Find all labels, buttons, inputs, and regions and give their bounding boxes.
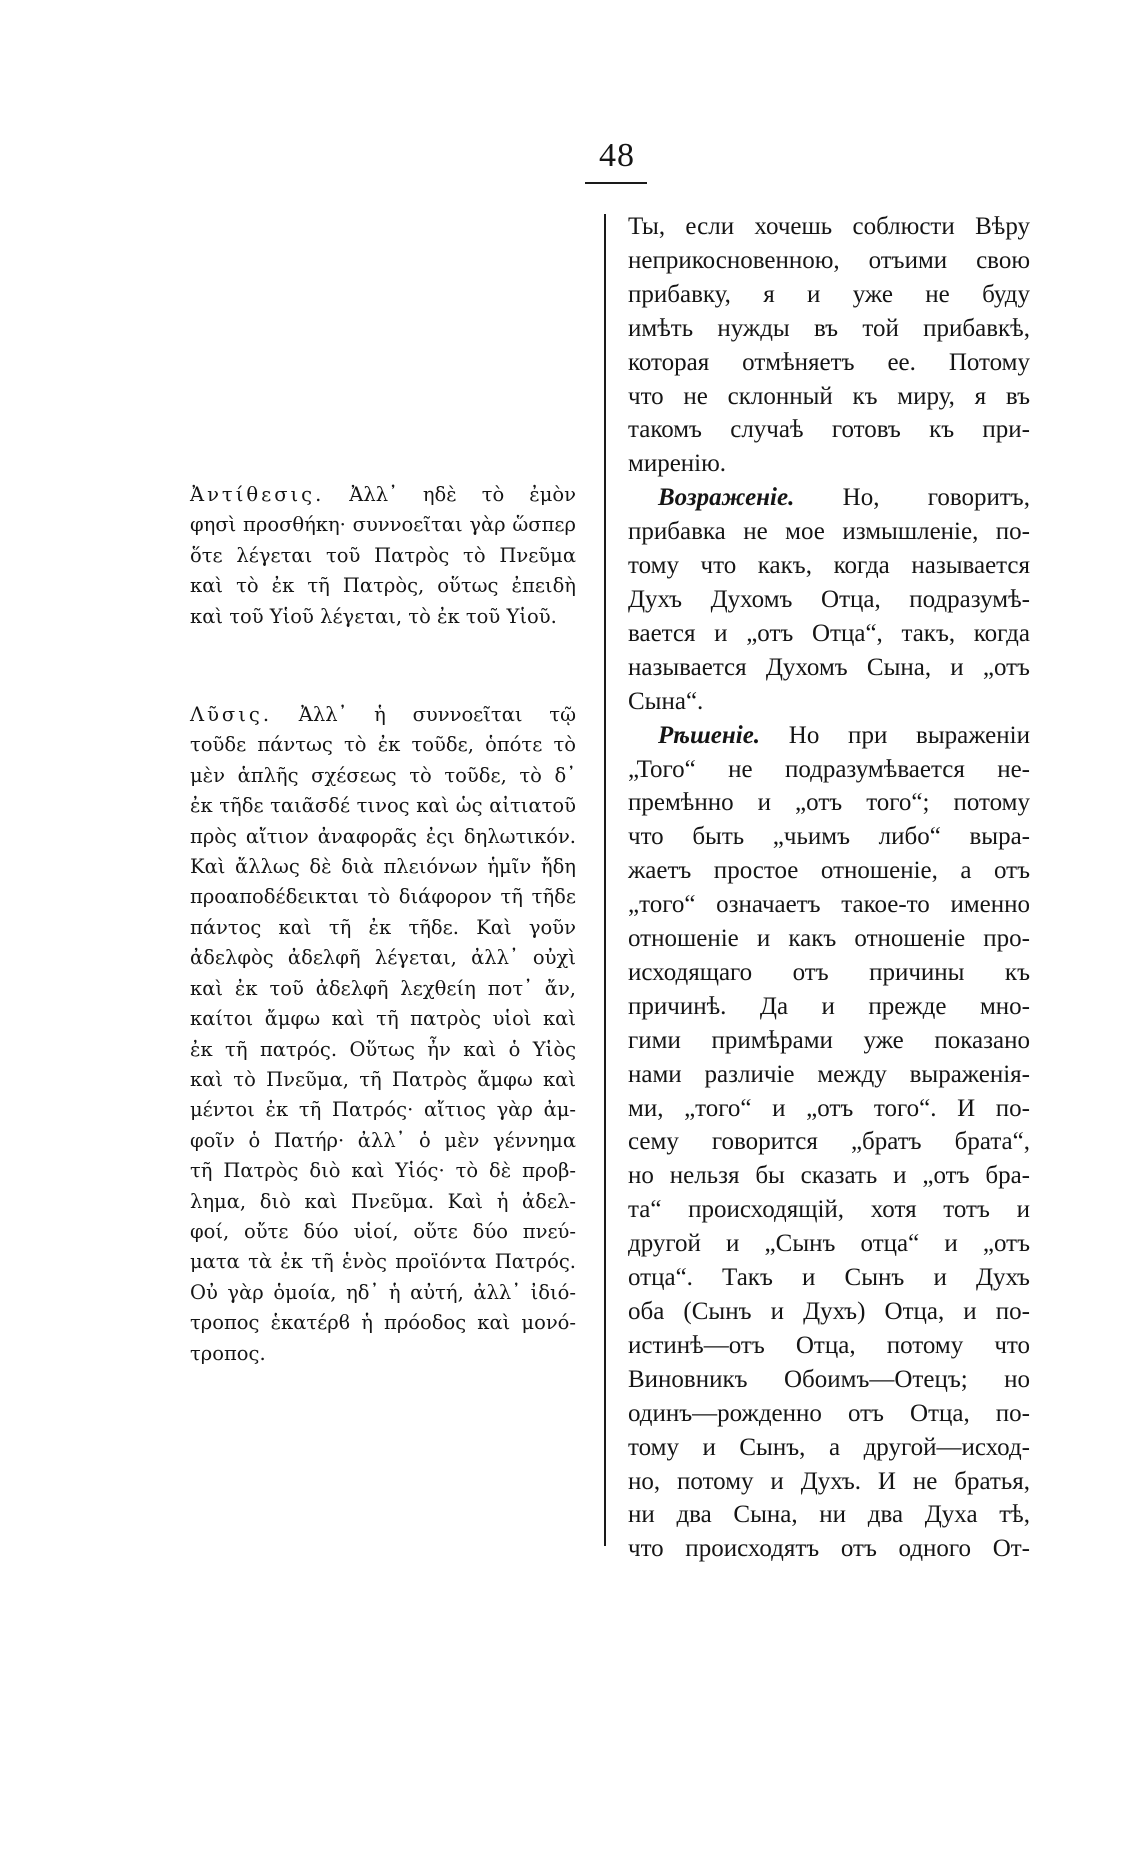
greek-solution-line-4: πρὸς αἴτιον ἀναφορᾶς ἐςι δηλωτικόν.: [190, 824, 576, 848]
russian-objection-line-2: тому что какъ, когда называется: [628, 552, 1030, 580]
russian-objection-line-4: вается и „отъ Отца“, такъ, когда: [628, 619, 1030, 647]
greek-solution-line-3: ἐκ τῆδε ταιᾶσδέ τινος καὶ ὡς αἰτιατοῦ: [190, 794, 576, 818]
russian-solution-line-15: другой и „Сынъ отца“ и „отъ: [628, 1230, 1030, 1258]
russian-objection-line-5: называется Духомъ Сына, и „отъ: [628, 653, 1030, 681]
russian-solution-line-1: „Того“ не подразумѣвается не-: [628, 755, 1030, 783]
greek-objection-line-2: ὅτε λέγεται τοῦ Πατρὸς τὸ Πνεῦμα: [190, 543, 576, 567]
russian-solution-line-3: что быть „чьимъ либо“ выра-: [628, 823, 1030, 851]
greek-objection-line-0: Ἀλλ᾽ ηδὲ τὸ ἐμὸν: [324, 483, 576, 506]
russian-solution-line-20: одинъ—рожденно отъ Отца, по-: [628, 1399, 1030, 1427]
greek-solution-line-17: φοί, οὔτε δύο υἱοί, οὔτε δύο πνεύ-: [190, 1219, 576, 1243]
greek-solution-line-2: μὲν ἁπλῆς σχέσεως τὸ τοῦδε, τὸ δ᾽: [190, 763, 576, 787]
greek-solution-line-8: ἀδελφὸς ἀδελφῆ λέγεται, ἀλλ᾽ οὐχὶ: [190, 946, 576, 970]
russian-solution-line-16: отца“. Такъ и Сынъ и Духъ: [628, 1264, 1030, 1292]
russian-solution-line-10: нами различіе между выраженія-: [628, 1060, 1030, 1088]
greek-solution-line-15: τῆ Πατρὸς διὸ καὶ Υἱός· τὸ δὲ προβ-: [190, 1159, 576, 1183]
greek-solution-line-7: πάντος καὶ τῆ ἐκ τῆδε. Καὶ γοῦν: [190, 915, 576, 939]
russian-intro-line-0: Ты, если хочешь соблюсти Вѣру: [628, 213, 1030, 240]
greek-column: [190, 480, 576, 1369]
russian-objection-line-6: Сына“.: [628, 687, 704, 715]
russian-solution-line: [628, 719, 1030, 753]
greek-objection-line: [190, 480, 576, 510]
greek-solution-line-1: τοῦδε πάντως τὸ ἐκ τοῦδε, ὁπότε τὸ: [190, 733, 576, 757]
greek-solution-line-13: μέντοι ἐκ τῆ Πατρός· αἴτιος γὰρ ἀμ-: [190, 1098, 576, 1122]
russian-solution-line-19: Виновникъ Обоимъ—Отецъ; но: [628, 1365, 1030, 1393]
russian-solution-line-0: Но при выраженіи: [760, 721, 1030, 749]
greek-objection-label: Ἀντίθεσις.: [190, 483, 325, 506]
greek-objection-line-3: καὶ τὸ ἐκ τῆ Πατρὸς, οὕτως ἐπειδὴ: [190, 574, 576, 598]
russian-solution-line-12: сему говорится „братъ брата“,: [628, 1128, 1030, 1156]
russian-solution-line-2: премѣнно и „отъ того“; потому: [628, 789, 1030, 817]
russian-intro-line-5: что не склонный къ миру, я въ: [628, 382, 1030, 410]
greek-solution-line-16: λημα, διὸ καὶ Πνεῦμα. Καὶ ἡ ἀδελ-: [190, 1189, 576, 1213]
greek-solution-line-19: Οὐ γὰρ ὁμοία, ηδ᾽ ἡ αὐτή, ἀλλ᾽ ἰδιό-: [190, 1280, 576, 1304]
russian-solution-line-8: причинѣ. Да и прежде мно-: [628, 992, 1030, 1020]
russian-intro-line-2: прибавку, я и уже не буду: [628, 280, 1030, 308]
greek-solution-label: Λῦσις.: [190, 703, 273, 727]
russian-intro-line-1: неприкосновенною, отъими свою: [628, 246, 1030, 274]
russian-solution-line-17: оба (Сынъ и Духъ) Отца, и по-: [628, 1298, 1030, 1325]
greek-solution-line: [190, 700, 576, 730]
paragraph-gap: [190, 632, 576, 700]
russian-objection-line-1: прибавка не мое измышленіе, по-: [628, 518, 1030, 546]
greek-objection-paragraph: [190, 480, 576, 632]
greek-objection-line-4: καὶ τοῦ Υἱοῦ λέγεται, τὸ ἐκ τοῦ Υἱοῦ.: [190, 604, 557, 628]
russian-solution-line-18: истинѣ—отъ Отца, потому что: [628, 1331, 1030, 1359]
russian-solution-line-22: но, потому и Духъ. И не братья,: [628, 1467, 1030, 1495]
page-number-underline: [585, 182, 647, 184]
russian-solution-line-7: исходящаго отъ причины къ: [628, 958, 1030, 986]
russian-objection-paragraph: [628, 481, 1030, 718]
russian-solution-line-14: та“ происходящій, хотя тотъ и: [628, 1196, 1030, 1224]
russian-objection-line-0: Но, говоритъ,: [794, 484, 1030, 512]
russian-objection-line-3: Духъ Духомъ Отца, подразумѣ-: [628, 585, 1030, 613]
greek-solution-line-12: καὶ τὸ Πνεῦμα, τῆ Πατρὸς ἄμφω καὶ: [190, 1067, 576, 1091]
greek-solution-line-21: τροπος.: [190, 1341, 266, 1365]
russian-solution-line-6: отношеніе и какъ отношеніе про-: [628, 925, 1030, 953]
russian-solution-line-5: „того“ означаетъ такое-то именно: [628, 891, 1030, 919]
greek-solution-line-20: τροπος ἑκατέρϐ ἡ πρόοδος καὶ μονό-: [190, 1311, 576, 1335]
russian-intro-paragraph: [628, 210, 1030, 481]
russian-solution-line-11: ми, „того“ и „отъ того“. И по-: [628, 1094, 1030, 1122]
russian-solution-line-4: жаетъ простое отношеніе, а отъ: [628, 857, 1030, 885]
russian-intro-line-6: такомъ случаѣ готовъ къ при-: [628, 416, 1030, 444]
greek-solution-line-0: Ἀλλ᾽ ἡ συννοεῖται τῷ: [272, 703, 576, 727]
greek-solution-line-5: Καὶ ἄλλως δὲ διὰ πλειόνων ἡμῖν ἤδη: [190, 855, 576, 879]
russian-solution-line-24: что происходятъ отъ одного От-: [628, 1535, 1030, 1563]
greek-solution-line-14: φοῖν ὁ Πατήρ· ἀλλ᾽ ὁ μὲν γέννημα: [190, 1128, 576, 1152]
greek-solution-line-18: ματα τὰ ἐκ τῆ ἑνὸς προϊόντα Πατρός.: [190, 1250, 576, 1274]
greek-solution-line-10: καίτοι ἄμφω καὶ τῆ πατρὸς υἱοὶ καὶ: [190, 1007, 576, 1031]
greek-solution-line-6: προαποδέδεικται τὸ διάφορον τῆ τῆδε: [190, 885, 576, 909]
russian-solution-paragraph: [628, 719, 1030, 1567]
russian-solution-line-23: ни два Сына, ни два Духа тѣ,: [628, 1501, 1030, 1529]
greek-solution-line-11: ἐκ τῆ πατρός. Οὕτως ἦν καὶ ὁ Υἱὸς: [190, 1037, 576, 1061]
page-number: 48: [599, 137, 635, 174]
russian-solution-label: Рѣшеніе.: [658, 721, 761, 749]
column-divider: [604, 214, 606, 1546]
russian-objection-line: [628, 481, 1030, 515]
russian-intro-line-4: которая отмѣняетъ ее. Потому: [628, 348, 1030, 376]
russian-intro-line-3: имѣть нужды въ той прибавкѣ,: [628, 314, 1030, 342]
russian-intro-line-7: миренію.: [628, 450, 727, 478]
greek-objection-line-1: φησὶ προσθήκη· συννοεῖται γὰρ ὥσπερ: [190, 513, 576, 537]
greek-solution-paragraph: [190, 700, 576, 1369]
greek-solution-line-9: καὶ ἐκ τοῦ ἀδελφῆ λεχθείη ποτ᾽ ἄν,: [190, 976, 576, 1000]
russian-objection-label: Возраженіе.: [658, 484, 795, 512]
russian-column: [628, 210, 1030, 1566]
russian-solution-line-9: гими примѣрами уже показано: [628, 1026, 1030, 1054]
russian-solution-line-21: тому и Сынъ, а другой—исход-: [628, 1433, 1030, 1461]
russian-solution-line-13: но нельзя бы сказать и „отъ бра-: [628, 1162, 1030, 1190]
